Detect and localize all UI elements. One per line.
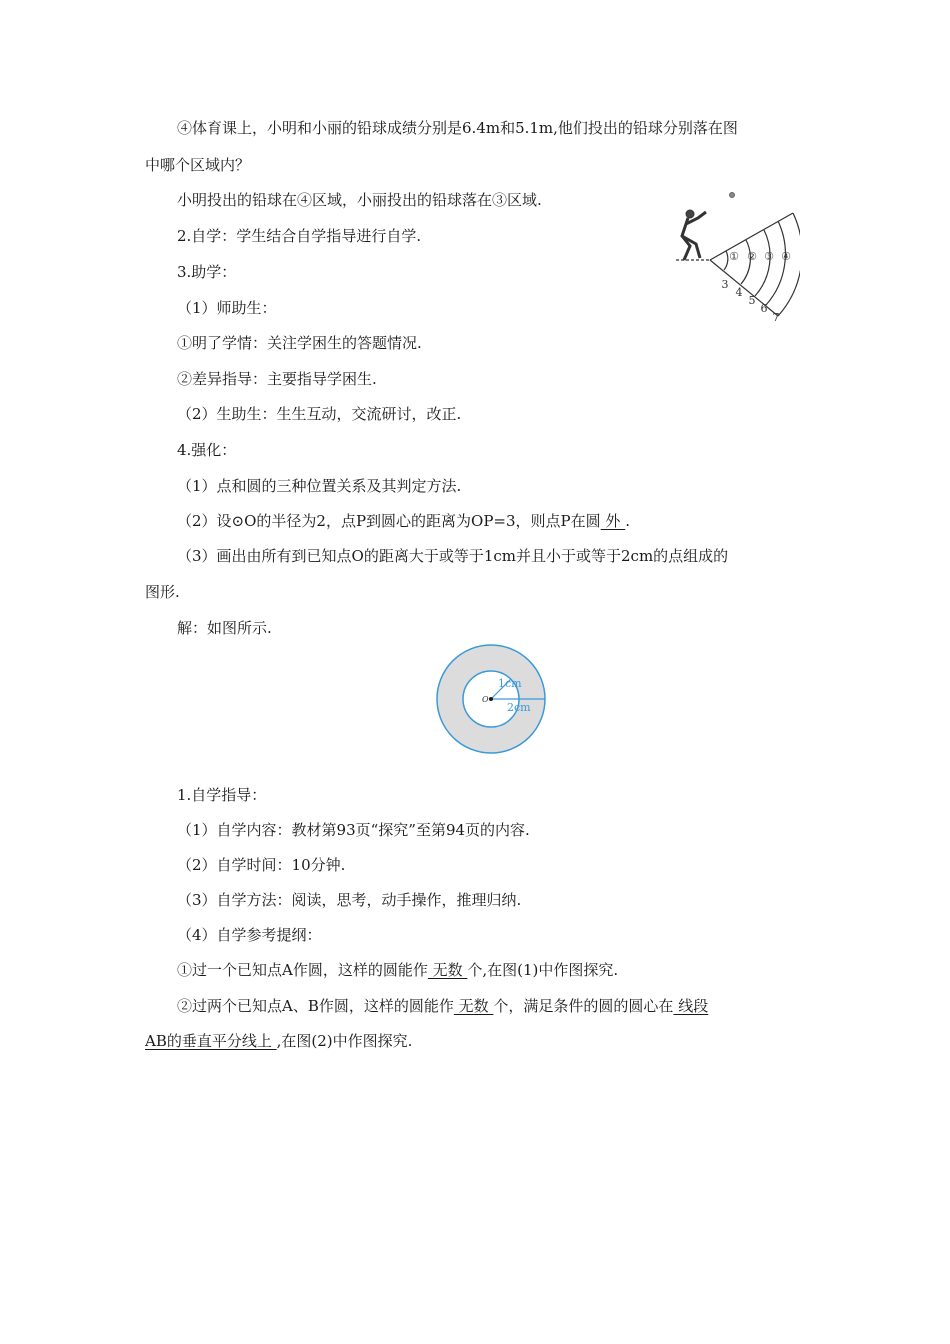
region-label-4: ④ — [781, 250, 791, 263]
reinforce-item-3-cont: 图形. — [145, 583, 180, 601]
answer-blank-countless-2: 无数 — [453, 997, 494, 1015]
outline-item-2: ②过两个已知点A、B作圆，这样的圆能作 无数 个，满足条件的圆的圆心在 线段 — [177, 997, 709, 1015]
reinforce-item-1: （1）点和圆的三种位置关系及其判定方法. — [177, 477, 462, 495]
teacher-assist-item-2: ②差异指导：主要指导学困生. — [177, 370, 377, 388]
region-label-3: ③ — [764, 250, 774, 263]
region-label-1: ① — [729, 250, 739, 263]
question-4: ④体育课上，小明和小丽的铅球成绩分别是6.4m和5.1m,他们投出的铅球分别落在图 — [177, 119, 738, 137]
center-label: O — [482, 695, 489, 704]
center-point — [489, 697, 493, 701]
reinforce-item-3: （3）画出由所有到已知点O的距离大于或等于1cm并且小于或等于2cm的点组成的 — [177, 547, 729, 565]
answer-4: 小明投出的铅球在④区域，小丽投出的铅球落在③区域. — [177, 191, 542, 209]
outline-item-2-cont: AB的垂直平分线上 ,在图(2)中作图探究. — [145, 1032, 413, 1050]
annulus-figure — [432, 640, 552, 760]
reinforce-heading: 4.强化： — [177, 441, 237, 459]
self-study-heading: 2.自学：学生结合自学指导进行自学. — [177, 227, 422, 245]
inner-radius-label: 1cm — [498, 677, 522, 690]
guide-content: （1）自学内容：教材第93页“探究”至第94页的内容. — [177, 821, 530, 839]
teacher-assist-item-1: ①明了学情：关注学困生的答题情况. — [177, 334, 422, 352]
answer-blank-segment: 线段 — [673, 997, 709, 1015]
student-assist: （2）生助生：生生互动，交流研讨，改正. — [177, 405, 462, 423]
distance-label-4: 4 — [735, 286, 743, 299]
guide-time: （2）自学时间：10分钟. — [177, 856, 346, 874]
solution-text: 解：如图所示. — [177, 619, 272, 637]
guide-heading: 1.自学指导： — [177, 786, 267, 804]
assist-heading: 3.助学： — [177, 263, 237, 281]
region-label-2: ② — [747, 250, 757, 263]
question-4-cont: 中哪个区域内？ — [145, 156, 251, 174]
distance-label-5: 5 — [748, 294, 756, 307]
distance-label-3: 3 — [721, 278, 729, 291]
answer-blank-countless-1: 无数 — [427, 961, 468, 979]
outer-radius-label: 2cm — [507, 701, 531, 714]
distance-label-6: 6 — [760, 302, 768, 315]
guide-outline: （4）自学参考提纲： — [177, 926, 322, 944]
guide-method: （3）自学方法：阅读，思考，动手操作，推理归纳. — [177, 891, 522, 909]
athlete-icon — [682, 193, 735, 261]
answer-blank-bisector: AB的垂直平分线上 — [145, 1032, 277, 1050]
answer-blank-outside: 外 — [600, 512, 626, 530]
shotput-figure — [668, 188, 800, 324]
reinforce-item-2: （2）设⊙O的半径为2，点P到圆心的距离为OP=3，则点P在圆 外 . — [177, 512, 630, 530]
teacher-assist: （1）师助生： — [177, 299, 277, 317]
outline-item-1: ①过一个已知点A作圆，这样的圆能作 无数 个,在图(1)中作图探究. — [177, 961, 619, 979]
distance-label-7: 7 — [772, 311, 780, 324]
